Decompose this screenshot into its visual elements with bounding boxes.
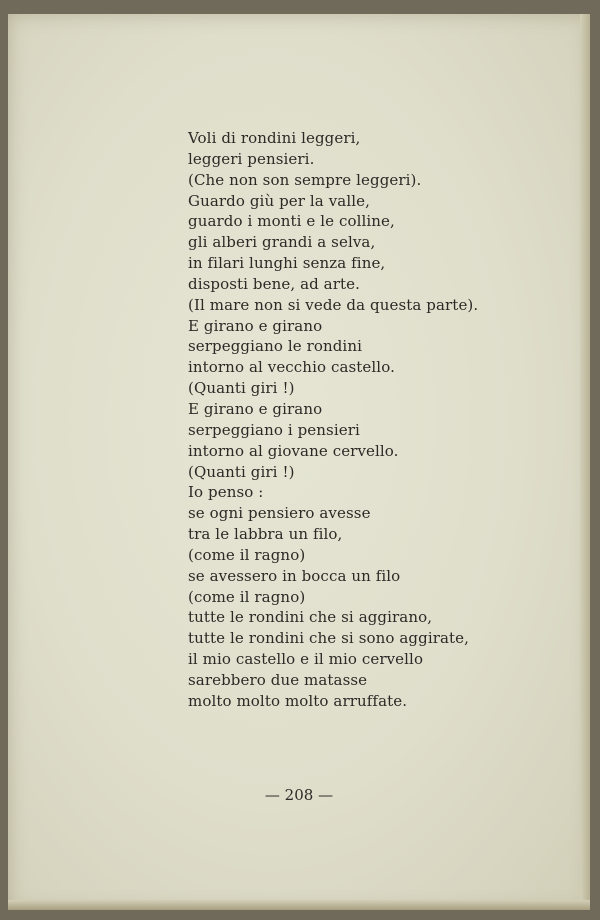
poem-line: guardo i monti e le colline, (188, 212, 395, 231)
poem-line: molto molto molto arruffate. (188, 691, 408, 710)
poem-line: (Quanti giri !) (188, 379, 295, 398)
poem-line: Guardo giù per la valle, (188, 191, 370, 210)
poem-text (188, 128, 478, 712)
page-edge-right (580, 14, 590, 910)
poem-line: intorno al vecchio castello. (188, 358, 395, 377)
poem-line: (Che non son sempre leggeri). (188, 170, 422, 189)
poem-line: E girano e girano (188, 316, 323, 335)
book-page (8, 14, 590, 910)
page-number: — 208 — (264, 786, 334, 804)
poem-line: (Il mare non si vede da questa parte). (188, 295, 479, 314)
poem-line: in filari lunghi senza fine, (188, 254, 386, 273)
poem-line: (come il ragno) (188, 545, 306, 564)
poem-line: (Quanti giri !) (188, 462, 295, 481)
poem-line: leggeri pensieri. (188, 149, 315, 168)
poem-line: serpeggiano i pensieri (188, 420, 360, 439)
poem-line: tra le labbra un filo, (188, 525, 343, 544)
poem-line: (come il ragno) (188, 587, 306, 606)
poem-line: intorno al giovane cervello. (188, 441, 399, 460)
poem-line: Io penso : (188, 483, 264, 502)
poem-line: sarebbero due matasse (188, 670, 368, 689)
poem-line: disposti bene, ad arte. (188, 274, 360, 293)
poem-line: se ogni pensiero avesse (188, 504, 371, 523)
poem-line: il mio castello e il mio cervello (188, 650, 424, 669)
poem-line: gli alberi grandi a selva, (188, 233, 376, 252)
poem-line: E girano e girano (188, 399, 323, 418)
page-edge-bottom (8, 900, 590, 910)
poem-line: tutte le rondini che si sono aggirate, (188, 629, 470, 648)
poem-line: tutte le rondini che si aggirano, (188, 608, 433, 627)
poem-line: serpeggiano le rondini (188, 337, 362, 356)
poem-line: Voli di rondini leggeri, (188, 129, 361, 147)
poem-line: se avessero in bocca un filo (188, 566, 401, 585)
